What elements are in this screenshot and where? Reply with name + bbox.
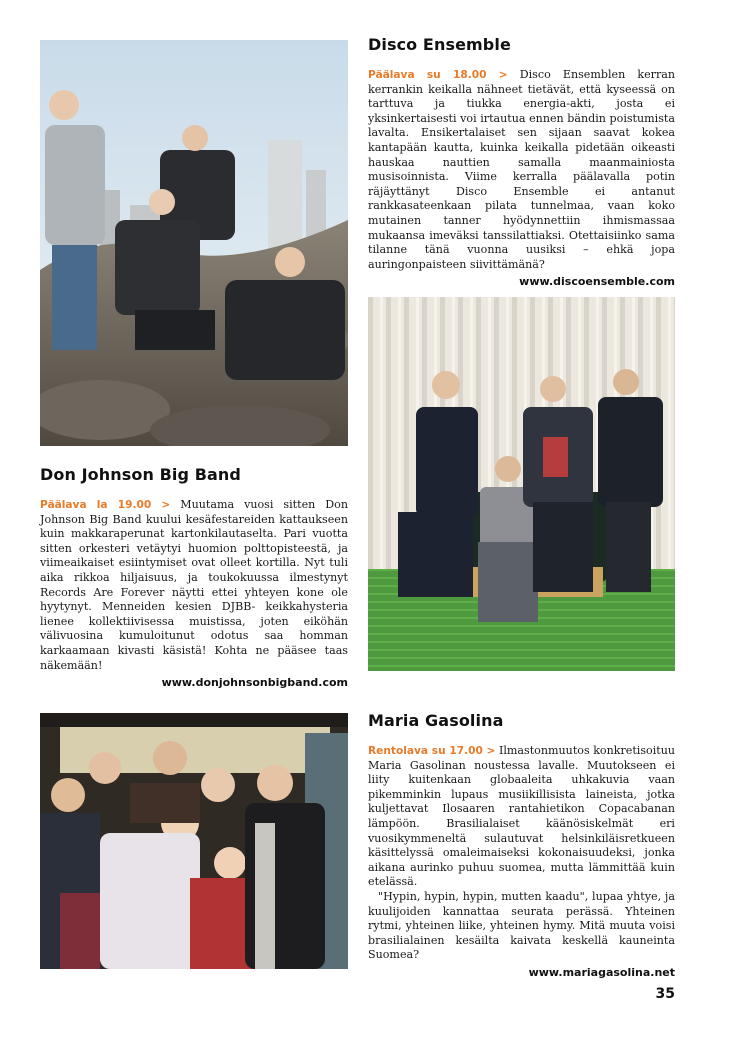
- article-disco-ensemble: [368, 35, 675, 288]
- article-body: [368, 68, 675, 272]
- article-maria-gasolina: [368, 711, 675, 979]
- band-website-link[interactable]: www.mariagasolina.net: [528, 965, 675, 979]
- article-text: Muutama vuosi sitten Don Johnson Big Band kuului kesäfestareiden kattaukseen kuin makkaraperunat kartonkilautaselta. Pari vuotta sitten orkesteri vetäytyi huomion polttopisteestä, ja viimeaikaiset esiintymiset ovat olleet kortilla. Nyt tuli aika rikkoa hiljaisuus, ja toukokuussa ilmestynyt Records Are Forever näytti ettei yhteyen kone ole hyytynyt. Menneiden kesien DJBB- keikkahysteria lienee kollektiivisessa muistissa, joten eiköhän välivuosina kumuloitunut odotus saa homman karkaamaan kivasti käsistä! Kohta ne pääsee taas näkemään!: [40, 498, 348, 672]
- article-text: Ilmastonmuutos konkretisoituu Maria Gasolinan noustessa lavalle. Muutokseen ei liity kuitenkaan globaaleita uhkakuvia vaan pikemminkin lupaus musiikillisista laineista, jotka kuljettavat Ilosaaren rantahietikon Copacabanan lämpöön. Brasilialaiset käänösiskelmät eri vuosikymmeneltä sulautuvat helsinkiläisretkueen käsittelyssä omaleimaiseksi kokonaisuudeksi, jonka aikana aurinko puhuu suomea, mutta lämmittää kuin etelässä.: [368, 744, 676, 889]
- article-don-johnson-big-band: [40, 465, 348, 689]
- venue-time: Rentolava su 17.00 >: [368, 745, 496, 757]
- band-website-link[interactable]: www.donjohnsonbigband.com: [161, 676, 348, 690]
- venue-time: Päälava su 18.00 >: [368, 69, 508, 81]
- photo-maria-gasolina: [40, 713, 348, 969]
- photo-don-johnson-big-band: [40, 40, 348, 446]
- article-body-paragraph-2: "Hypin, hypin, hypin, mutten kaadu", lupaa yhtye, ja kuulijoiden kannattaa seurata perässä. Yhteinen rytmi, yhteinen liike, yhteinen hymy. Mitä muuta voisi brasilialainen kesäilta kaivata keskellä kauneinta Suomea?: [368, 889, 675, 962]
- article-title: Maria Gasolina: [368, 711, 504, 730]
- photo-disco-ensemble: [368, 297, 675, 671]
- venue-time: Päälava la 19.00 >: [40, 499, 171, 511]
- article-body: [368, 744, 675, 890]
- article-title: Don Johnson Big Band: [40, 465, 241, 484]
- article-text: Disco Ensemblen kerran kerrankin keikalla nähneet tietävät, että kyseessä on tarttuva ja tiukka energia-akti, josta ei yksinkertaisesti voi irtautua ennen bändin poistumista lavalta. Ensikertalaiset sen sijaan saavat kokea kantapään kautta, kuinka keikalla pidetään oikeasti hauskaa nauttien samalla maanmainiosta musisoinnista. Viime kerralla päälavalla potin räjäyttänyt Disco Ensemble ei antanut rankkasateenkaan pilata tunnelmaa, vaan koko mutainen tanner hyödynnettiin ihmismassaa mukaansa imeväksi tanssilattiaksi. Otettaisiinko sama tilanne tänä vuonna uusiksi – ehkä jopa auringonpaisteen siivittämänä?: [368, 68, 675, 271]
- article-body: [40, 498, 348, 673]
- article-title: Disco Ensemble: [368, 35, 511, 54]
- page-number: 35: [655, 986, 675, 1002]
- band-website-link[interactable]: www.discoensemble.com: [519, 275, 675, 289]
